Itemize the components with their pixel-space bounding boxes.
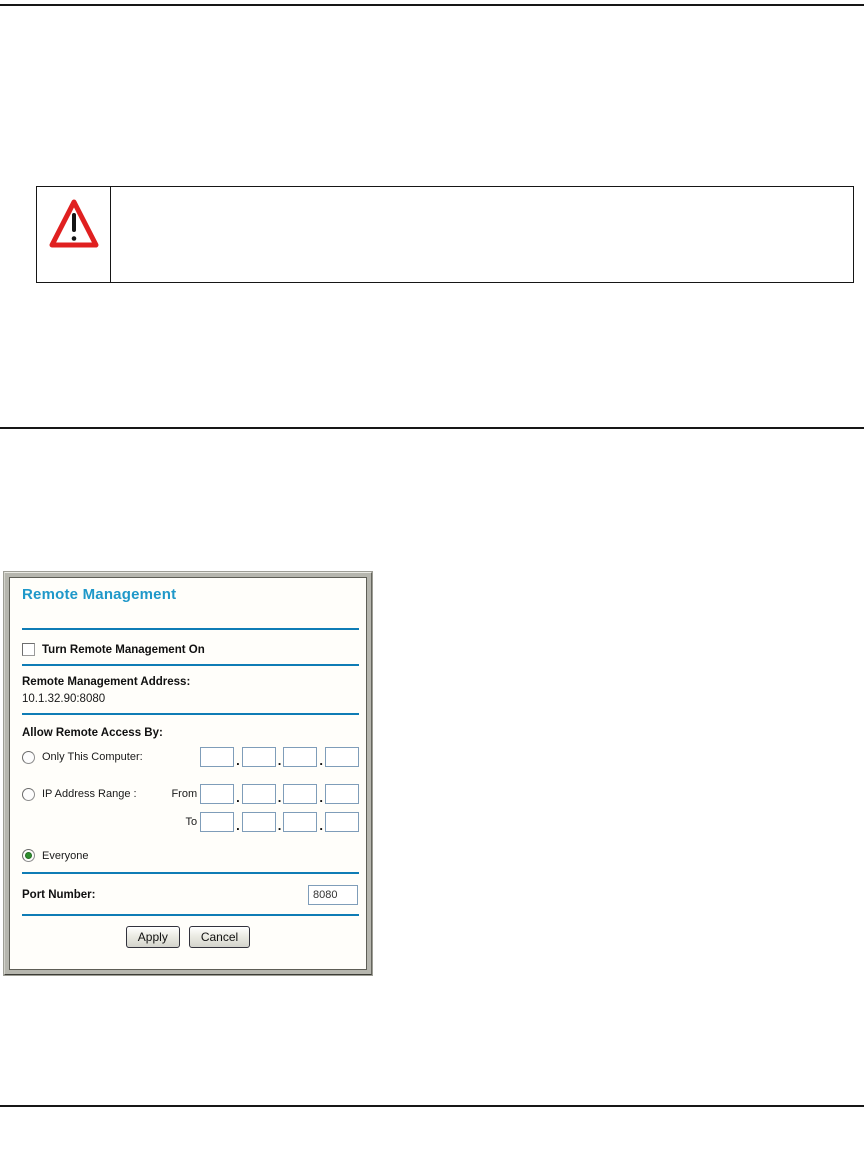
only-this-computer-label: Only This Computer: <box>42 751 143 763</box>
warning-note-box <box>36 186 854 283</box>
remote-management-dialog-content <box>9 577 367 970</box>
remote-management-address-value: 10.1.32.90:8080 <box>22 693 106 705</box>
octet-separator: . <box>277 817 282 833</box>
everyone-label: Everyone <box>42 849 89 862</box>
octet-separator: . <box>277 789 282 805</box>
range-from-octet-1-input[interactable] <box>200 784 234 804</box>
apply-button[interactable]: Apply <box>126 926 180 948</box>
dialog-title: Remote Management <box>22 586 177 603</box>
only-computer-octet-3-input[interactable] <box>283 747 317 767</box>
only-this-computer-ip-group <box>200 747 359 768</box>
warning-note-text <box>111 187 853 282</box>
octet-separator: . <box>236 789 240 805</box>
range-to-octet-4-input[interactable] <box>325 812 359 832</box>
warning-triangle-icon <box>48 197 100 253</box>
to-label: To <box>185 816 198 828</box>
port-number-input[interactable] <box>308 885 358 905</box>
page-top-rule <box>0 4 864 6</box>
range-from-ip-group <box>171 784 359 805</box>
warning-icon-cell <box>37 187 111 282</box>
remote-management-dialog <box>4 572 372 975</box>
allow-remote-access-by-label: Allow Remote Access By: <box>22 727 163 739</box>
range-to-octet-1-input[interactable] <box>200 812 234 832</box>
range-to-octet-3-input[interactable] <box>283 812 317 832</box>
octet-separator: . <box>319 789 323 805</box>
octet-separator: . <box>319 817 323 833</box>
ip-address-range-label: IP Address Range : <box>42 788 137 800</box>
range-to-octet-2-input[interactable] <box>242 812 276 832</box>
divider <box>22 664 359 666</box>
range-from-octet-3-input[interactable] <box>283 784 317 804</box>
ip-address-range-radio[interactable] <box>22 788 35 801</box>
octet-separator: . <box>236 752 240 768</box>
range-to-ip-group <box>186 812 360 833</box>
only-this-computer-radio[interactable] <box>22 751 35 764</box>
divider <box>22 914 359 916</box>
range-from-octet-2-input[interactable] <box>242 784 276 804</box>
port-number-label: Port Number: <box>22 889 96 901</box>
divider <box>22 872 359 874</box>
only-computer-octet-1-input[interactable] <box>200 747 234 767</box>
divider <box>22 628 359 630</box>
page-bottom-rule <box>0 1105 864 1107</box>
turn-remote-management-on-checkbox[interactable] <box>22 643 35 656</box>
only-computer-octet-4-input[interactable] <box>325 747 359 767</box>
octet-separator: . <box>236 817 240 833</box>
turn-remote-management-on-label: Turn Remote Management On <box>42 643 205 656</box>
only-computer-octet-2-input[interactable] <box>242 747 276 767</box>
from-label: From <box>171 788 198 800</box>
octet-separator: . <box>277 752 282 768</box>
range-from-octet-4-input[interactable] <box>325 784 359 804</box>
octet-separator: . <box>319 752 323 768</box>
everyone-radio[interactable] <box>22 849 35 862</box>
cancel-button[interactable]: Cancel <box>189 926 250 948</box>
divider <box>22 713 359 715</box>
page-middle-rule <box>0 427 864 429</box>
remote-management-address-label: Remote Management Address: <box>22 676 191 688</box>
